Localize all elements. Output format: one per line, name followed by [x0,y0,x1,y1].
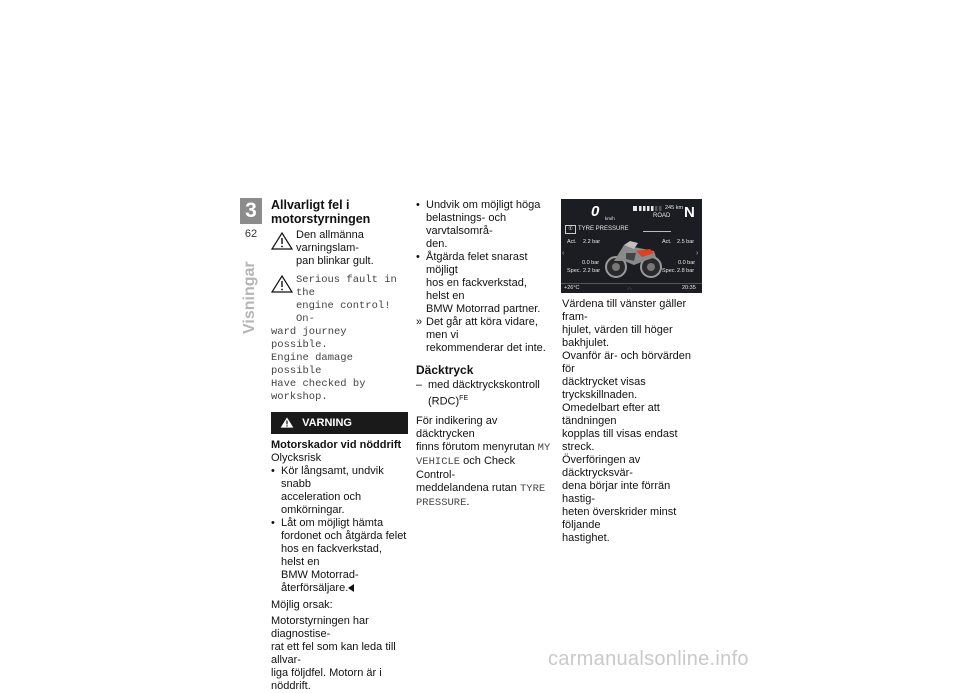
cause-label: Möjlig orsak: [271,599,333,611]
front-diff-value: 0.0 bar [582,260,600,266]
list-item-text: acceleration och omkörningar. [281,491,362,516]
list-item [271,465,408,517]
front-act-value: 2.2 bar [583,239,601,245]
heading-line-1: Allvarligt fel i [271,198,350,212]
warning-subtitle: Olycksrisk [271,452,322,464]
page-number: 62 [244,228,258,240]
intro-paragraph [416,415,553,510]
menu-name: TYRE [519,482,546,495]
paragraph-text: . [466,495,470,508]
paragraph-line: Ovanför är- och börvärden för [562,350,692,375]
menu-name: MY [537,441,551,454]
section-label: Visningar [241,261,258,334]
paragraph-line: dena börjar inte förrän hastig- [562,480,671,505]
lamp-info [271,229,408,268]
list-item-text: hos en fackverkstad, helst en [426,277,527,302]
front-spec-label: Spec. [567,268,582,274]
list-item [416,251,553,316]
list-item-text: fordonet och åtgärda felet [281,530,407,542]
speed-value: 0 [591,203,600,220]
warning-triangle-icon [271,275,293,293]
paragraph-text: meddelandena rutan [416,481,520,494]
paragraph-line: heten överskrider minst följande [562,506,677,531]
menu-chevron-icon[interactable]: ︿ [627,285,633,291]
list-item-text: BMW Motorrad partner. [426,303,541,315]
panel-title: TYRE PRESSURE [578,226,629,232]
chapter-number: 3 [240,198,262,224]
gear-indicator: N [684,204,695,221]
watermark: carmanualsonline.info [548,648,749,670]
paragraph-line [416,482,553,496]
list-item-text: • Undvik om möjligt höga [426,199,541,211]
message-line-3: ward journey possible. [271,326,347,351]
menu-name: VEHICLE [416,455,461,468]
paragraph-line: För indikering av däcktrycken [416,414,498,440]
rear-spec-value: 2.8 bar [677,268,695,274]
front-act-label: Act. [567,239,577,245]
front-spec-value: 2.2 bar [583,268,601,274]
fuel-gauge-icon [633,205,665,212]
result-text: » Det går att köra vidare, men vi [426,316,538,341]
display-message [271,274,408,404]
paragraph-line: Värdena till vänster gäller fram- [562,298,687,323]
paragraph-line: rat ett fel som kan leda till allvar- [271,641,396,666]
tyre-icon: ① [565,225,576,234]
list-item-text: hos en fackverkstad, helst en [281,543,382,568]
tft-display [561,199,702,293]
section-heading: Däcktryck [416,363,474,377]
result-item [416,316,553,355]
list-item [416,199,553,251]
clock-value: 20:35 [682,285,696,291]
warning-label: VARNING [302,417,352,429]
message-line-2: engine control! On- [296,300,391,325]
message-line-1: Serious fault in the [296,274,397,299]
message-line-4: Engine damage possible [271,352,353,377]
column-2 [416,199,553,510]
heading-line-2: motorstyrningen [271,212,371,226]
panel-divider [643,231,671,232]
end-marker-icon [348,584,354,592]
column-1 [271,198,408,693]
riding-mode: ROAD [653,213,671,219]
arrow-left-icon[interactable]: ‹ [562,250,565,257]
rear-spec-label: Spec. [662,268,677,274]
list-item [271,517,408,595]
paragraph-line: hastighet. [562,532,610,544]
warning-triangle-icon [271,232,293,250]
paragraph-line: Omedelbart efter att tändningen [562,402,660,427]
paragraph-line: däcktrycket visas tryckskillnaden. [562,376,646,401]
equipment-sup: FE [459,395,469,402]
equipment-text: – med däcktryckskontroll [428,379,540,391]
lamp-text-2: pan blinkar gult. [296,255,374,267]
paragraph-line: Överföringen av däcktrycksvär- [562,454,641,479]
result-text: rekommenderar det inte. [426,342,546,354]
cause-paragraph [271,615,408,693]
list-item-text-end: BMW Motorrad-återförsäljare. [281,569,359,594]
list-item-text: belastnings- och varvtalsområ- [426,212,507,237]
paragraph-line [416,455,553,482]
arrow-right-icon[interactable]: › [696,250,699,257]
motorcycle-icon [604,239,664,279]
equipment-text [428,392,553,409]
temperature-value: +26°C [564,285,580,291]
list-item-text: • Åtgärda felet snarast möjligt [426,251,528,276]
paragraph-line: kopplas till visas endast streck. [562,428,678,453]
warning-title: Motorskador vid nöddrift [271,439,402,451]
menu-name: PRESSURE [416,496,467,509]
paragraph-line: Motorstyrningen har diagnostise- [271,615,369,640]
paragraph-line: liga följdfel. Motorn är i nöddrift. [271,667,382,692]
equipment-abbrev: (RDC) [428,395,460,408]
rear-diff-value: 0.0 bar [678,260,696,266]
column-3 [562,298,702,545]
speed-unit: km/h [605,216,615,221]
paragraph-text: och Check Control- [416,454,516,481]
warning-triangle-icon [280,416,294,429]
paragraph-text: finns förutom menyrutan [416,440,538,453]
warning-banner [271,412,408,434]
message-line-5: Have checked by workshop. [271,378,366,403]
rear-act-value: 2.5 bar [677,239,695,245]
list-item-text: • Kör långsamt, undvik snabb [281,465,384,490]
list-item-text [281,569,408,595]
lamp-text-1: Den allmänna varningslam- [296,229,364,254]
list-item-text: • Låt om möjligt hämta [281,517,384,529]
list-item-text: den. [426,238,448,250]
rear-act-label: Act. [662,239,672,245]
range-value: 245 km [665,205,684,211]
equipment-note [416,379,553,409]
paragraph-line: hjulet, värden till höger bakhjulet. [562,324,673,349]
paragraph-line [416,496,553,510]
paragraph-line [416,441,553,455]
